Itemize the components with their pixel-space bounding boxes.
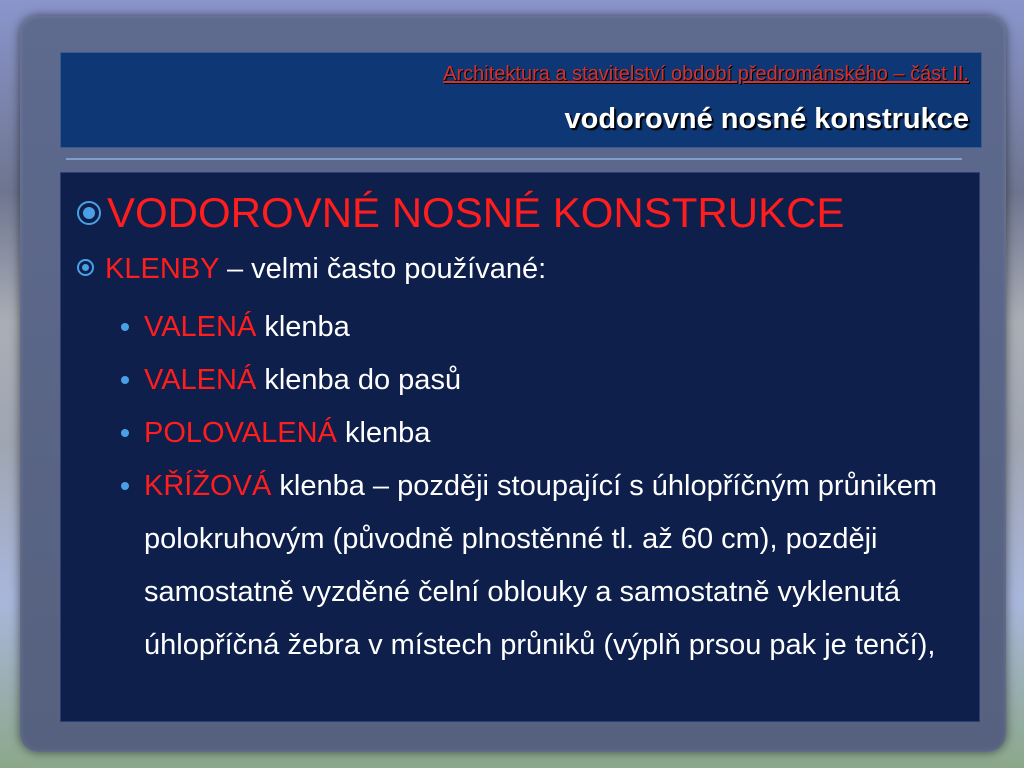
level1-item (77, 253, 546, 286)
item-red-term: VALENÁ (144, 311, 257, 343)
circle-bullet-icon (77, 201, 101, 225)
item-text: klenba do pasů (256, 364, 462, 396)
list-item (121, 354, 971, 407)
section-heading (77, 189, 844, 237)
item-red-term: VALENÁ (144, 364, 257, 396)
item-text: klenba (336, 417, 431, 449)
vault-type-list (121, 301, 971, 672)
heading-text: VODOROVNÉ NOSNÉ KONSTRUKCE (107, 189, 845, 236)
list-item (121, 460, 971, 672)
level1-text: – velmi často používané: (218, 253, 547, 285)
circle-bullet-icon (77, 259, 94, 276)
list-item (121, 407, 971, 460)
divider-line (66, 158, 962, 160)
content-box (60, 172, 980, 722)
dot-bullet-icon (121, 376, 129, 384)
item-text: klenba (256, 311, 350, 343)
level1-red-term: KLENBY (105, 253, 219, 285)
list-item (121, 301, 971, 354)
title-box (60, 52, 982, 148)
dot-bullet-icon (121, 323, 129, 331)
dot-bullet-icon (121, 482, 129, 490)
item-red-term: KŘÍŽOVÁ (144, 470, 272, 502)
dot-bullet-icon (121, 429, 129, 437)
title-line-2: vodorovné nosné konstrukce (564, 103, 969, 135)
title-line-1: Architektura a stavitelství období předrománského – část II. (443, 63, 969, 85)
item-red-term: POLOVALENÁ (144, 417, 337, 449)
item-text: klenba – později stoupající s úhlopříčným průnikem polokruhovým (původně plnostěnné tl. až 60 cm), později samostatně vyzděné čelní oblouky a samostatně vyklenutá úhlopříčná žebra v místech průniků (výplň prsou pak je tenčí), (144, 470, 938, 661)
